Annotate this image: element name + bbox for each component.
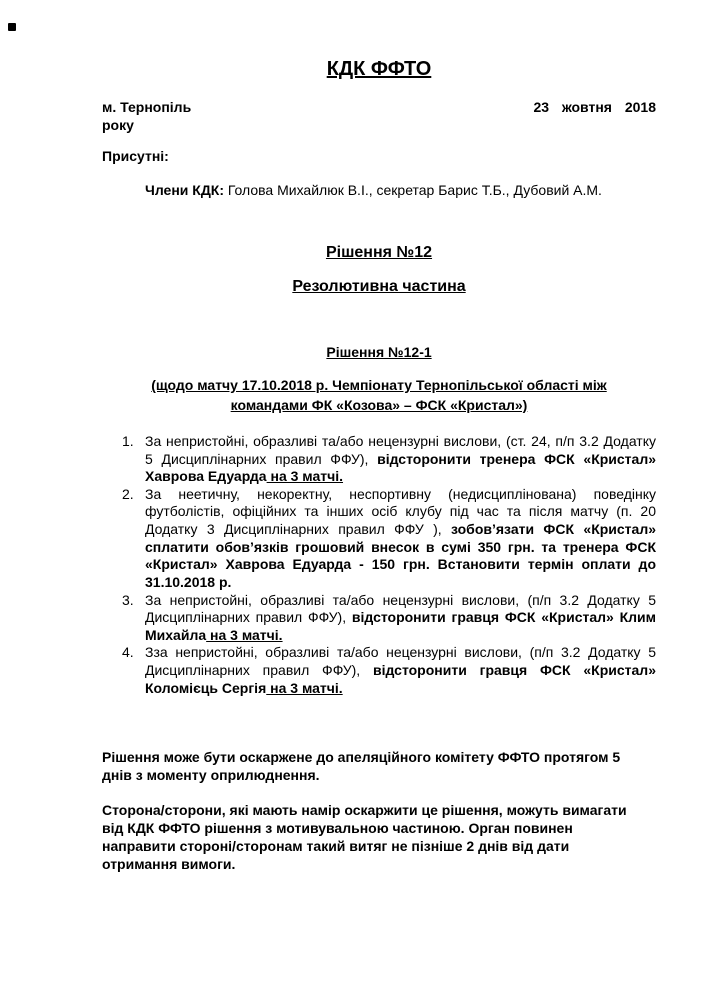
document-title: КДК ФФТО [326, 58, 432, 80]
sub-decision-heading: Рішення №12-1 [326, 344, 432, 361]
decision-list [102, 433, 656, 697]
item-text: За непристойні, образливі та/або нецензурні вислови, (ст. 24, п/п 3.2 Додатку 5 Дисциплінарних правил ФФУ), [145, 432, 656, 467]
item-sanction: відсторонити гравця ФСК «Кристал» Коломієць Сергія [145, 662, 656, 696]
appeal-paragraph: Рішення може бути оскаржене до апеляційного комітету ФФТО протягом 5 днів з моменту оприлюднення. [102, 749, 621, 784]
date-text: 23 жовтня 2018 [533, 99, 656, 115]
place-text: м. Тернопіль [102, 99, 192, 115]
item-text: За непристойні, образливі та/або нецензурні вислови, (п/п 3.2 Додатку 5 Дисциплінарних правил ФФУ), [145, 591, 656, 626]
motivation-request-paragraph: Сторона/сторони, які мають намір оскаржити це рішення, можуть вимагати від КДК ФФТО рішення з мотивувальною частиною. Орган повинен направити стороні/сторонам такий витяг не пізніше 2 днів від дати отримання вимоги. [102, 801, 627, 873]
item-text: Зза непристойні, образливі та/або нецензурні вислови, (п/п 3.2 Додатку 5 Дисциплінарних правил ФФУ), [145, 644, 656, 679]
item-number: 3. [122, 591, 134, 608]
decision-item-4 [102, 644, 656, 697]
resolution-heading: Резолютивна частина [292, 278, 466, 296]
members-label: Члени КДК: [145, 181, 225, 198]
place-date-line [102, 99, 656, 134]
item-number: 2. [122, 485, 134, 502]
item-term: на 3 матчі. [206, 626, 283, 643]
item-sanction: зобов’язати ФСК «Кристал» сплатити обов’язків грошовий внесок в сумі 350 грн. та тренера ФСК «Кристал» Хаврова Едуарда - 150 грн. Встановити термін оплати до 31.10.2018 р. [145, 521, 657, 590]
item-term: на 3 матчі. [266, 468, 344, 485]
present-label: Присутні: [102, 148, 169, 164]
item-number: 4. [122, 644, 134, 661]
item-sanction: відсторонити тренера ФСК «Кристал» Хаврова Едуарда [145, 450, 657, 485]
item-number: 1. [122, 432, 134, 449]
scan-artifact-mark [8, 23, 16, 31]
item-sanction: відсторонити гравця ФСК «Кристал» Клим Михайла [145, 609, 656, 643]
decision-heading: Рішення №12 [325, 244, 433, 261]
decision-item-2 [102, 486, 656, 592]
members-names: Голова Михайлюк В.І., секретар Барис Т.Б., Дубовий А.М. [224, 181, 602, 198]
match-subject: (щодо матчу 17.10.2018 р. Чемпіонату Тернопільської області між командами ФК «Козова» – ФСК «Кристал») [151, 377, 607, 414]
members-line [145, 182, 656, 200]
item-term: на 3 матчі. [266, 679, 343, 696]
date-tail-text: року [102, 116, 134, 133]
decision-item-1 [102, 433, 656, 486]
decision-item-3 [102, 592, 656, 645]
item-text: За неетичну, некоректну, неспортивну (недисциплінована) поведінку футболістів, офіційних та інших осіб клубу під час та після матчу (п. 20 Додатку 3 Дисциплінарних правил ФФУ ), [145, 485, 656, 538]
